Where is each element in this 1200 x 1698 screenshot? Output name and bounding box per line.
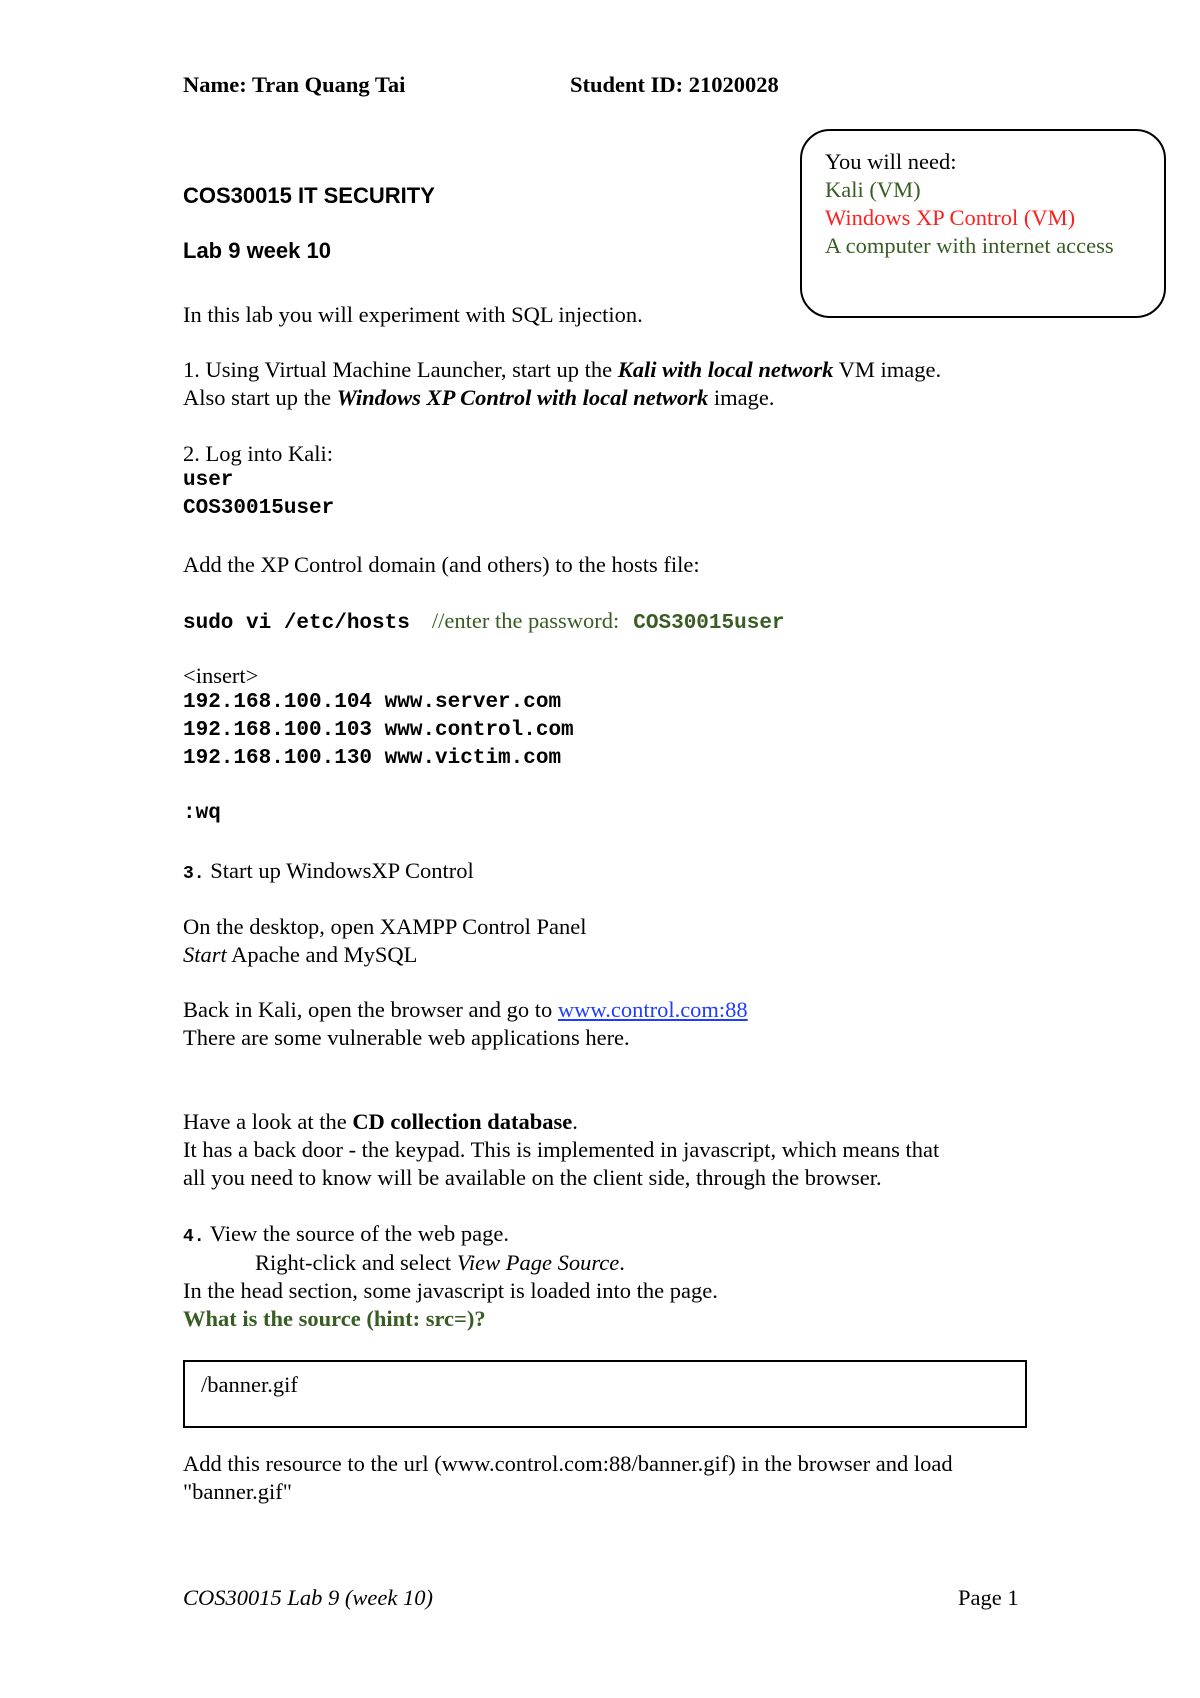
vulnerable-apps-text: There are some vulnerable web applications here. [183, 1025, 630, 1050]
backdoor-text-1: It has a back door - the keypad. This is implemented in javascript, which means that [183, 1137, 940, 1162]
hosts-entry: 192.168.100.130 www.victim.com [183, 747, 562, 770]
login-username: user [183, 469, 234, 492]
requirements-box [800, 129, 1166, 318]
intro-text: In this lab you will experiment with SQL injection. [183, 302, 643, 327]
requirement-computer: A computer with internet access [825, 233, 1114, 258]
course-title: COS30015 IT SECURITY [183, 183, 435, 208]
step2-text: 2. Log into Kali: [183, 441, 333, 466]
requirement-kali: Kali (VM) [825, 177, 921, 202]
xp-vm-name: Windows XP Control with local network [336, 385, 709, 410]
save-command: :wq [183, 802, 221, 825]
answer-box [183, 1360, 1027, 1428]
answer-text: /banner.gif [201, 1372, 298, 1397]
requirements-title: You will need: [825, 149, 957, 174]
hosts-entry: 192.168.100.104 www.server.com [183, 691, 562, 714]
student-name: Name: Tran Quang Tai [183, 72, 406, 97]
step1-line1: 1. Using Virtual Machine Launcher, start up the Kali with local network VM image. [183, 357, 942, 382]
step3-number: 3. [183, 864, 205, 884]
insert-mode: <insert> [183, 663, 259, 688]
question-text: What is the source (hint: src=)? [183, 1306, 486, 1331]
lab-title: Lab 9 week 10 [183, 238, 331, 263]
login-password: COS30015user [183, 497, 335, 520]
requirement-windows-xp: Windows XP Control (VM) [825, 205, 1076, 230]
browser-instruction: Back in Kali, open the browser and go to www.control.com:88 [183, 997, 748, 1022]
step1-line2: Also start up the Windows XP Control with local network image. [183, 385, 775, 410]
footer-title: COS30015 Lab 9 (week 10) [183, 1585, 433, 1610]
backdoor-text-2: all you need to know will be available on the client side, through the browser. [183, 1165, 882, 1190]
command-password: COS30015user [633, 612, 785, 635]
cd-collection-text: Have a look at the CD collection database. [183, 1109, 578, 1134]
student-id: Student ID: 21020028 [570, 72, 779, 97]
hosts-command: sudo vi /etc/hosts [183, 612, 410, 635]
add-resource-text-2: "banner.gif" [183, 1479, 292, 1504]
step4-line: 4. View the source of the web page. [183, 1221, 509, 1247]
right-click-text: Right-click and select View Page Source. [255, 1250, 625, 1275]
page-number: Page 1 [958, 1585, 1019, 1610]
start-services: Start Apache and MySQL [183, 942, 418, 967]
hosts-command-line [183, 608, 785, 635]
step4-number: 4. [183, 1227, 205, 1247]
kali-vm-name: Kali with local network [617, 357, 834, 382]
head-section-text: In the head section, some javascript is loaded into the page. [183, 1278, 718, 1303]
control-url-link[interactable]: www.control.com:88 [557, 997, 748, 1022]
hosts-intro: Add the XP Control domain (and others) to the hosts file: [183, 552, 700, 577]
password-comment: //enter the password: [431, 608, 620, 633]
hosts-entry: 192.168.100.103 www.control.com [183, 719, 574, 742]
step3-line: 3. Start up WindowsXP Control [183, 858, 474, 884]
add-resource-text-1: Add this resource to the url (www.control.com:88/banner.gif) in the browser and load [183, 1451, 953, 1476]
xampp-text: On the desktop, open XAMPP Control Panel [183, 914, 587, 939]
